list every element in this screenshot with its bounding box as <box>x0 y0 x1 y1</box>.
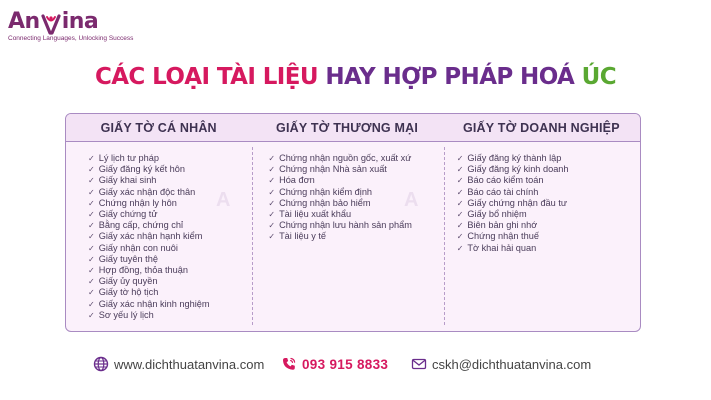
column-business-documents <box>443 143 640 331</box>
list-item: ✓ Báo cáo kiểm toán <box>457 175 640 186</box>
list-item: ✓ Chứng nhận kiểm định <box>268 187 442 198</box>
list-item: ✓ Giấy chứng nhận đầu tư <box>457 198 640 209</box>
title-part-3: ÚC <box>581 64 617 90</box>
contact-footer <box>0 354 711 374</box>
list-item: ✓ Tài liệu xuất khẩu <box>268 209 442 220</box>
list-item: ✓ Giấy tờ hộ tịch <box>88 287 251 298</box>
logo-wordmark <box>8 10 138 34</box>
header-commercial-documents: GIẤY TỜ THƯƠNG MẠI <box>276 121 419 135</box>
personal-documents-list <box>66 153 251 321</box>
list-item: ✓ Hợp đồng, thỏa thuận <box>88 265 251 276</box>
table-body <box>66 143 640 331</box>
list-item: ✓ Giấy xác nhận kinh nghiệm <box>88 299 251 310</box>
list-item: ✓ Chứng nhận Nhà sản xuất <box>268 164 442 175</box>
watermark: A <box>216 189 231 211</box>
list-item: ✓ Hóa đơn <box>268 175 442 186</box>
list-item: ✓ Chứng nhận thuế <box>457 231 640 242</box>
list-item: ✓ Lý lịch tư pháp <box>88 153 251 164</box>
list-item: ✓ Giấy nhận con nuôi <box>88 243 251 254</box>
list-item: ✓ Giấy đăng ký kết hôn <box>88 164 251 175</box>
column-commercial-documents <box>251 143 442 331</box>
header-personal-documents: GIẤY TỜ CÁ NHÂN <box>100 121 217 135</box>
globe-icon <box>93 356 109 372</box>
list-item: ✓ Giấy tuyên thệ <box>88 254 251 265</box>
column-personal-documents <box>66 143 251 331</box>
list-item: ✓ Giấy ủy quyền <box>88 276 251 287</box>
logo-v-mark-icon <box>41 12 61 34</box>
website-contact[interactable] <box>93 354 264 374</box>
list-item: ✓ Tài liệu y tế <box>268 231 442 242</box>
title-part-1: CÁC LOẠI TÀI LIỆU <box>94 64 318 90</box>
header-business-documents: GIẤY TỜ DOANH NGHIỆP <box>462 121 620 135</box>
list-item: ✓ Giấy đăng ký kinh doanh <box>457 164 640 175</box>
list-item: ✓ Tờ khai hải quan <box>457 243 640 254</box>
brand-logo <box>8 10 138 42</box>
list-item: ✓ Sơ yếu lý lịch <box>88 310 251 321</box>
email-icon <box>411 356 427 372</box>
phone-icon <box>281 356 297 372</box>
logo-word-start: An <box>8 9 40 34</box>
page-title <box>0 64 711 90</box>
list-item: ✓ Giấy chứng tử <box>88 209 251 220</box>
watermark: A <box>404 189 419 211</box>
list-item: ✓ Giấy xác nhận độc thân <box>88 187 251 198</box>
list-item: ✓ Giấy bổ nhiệm <box>457 209 640 220</box>
list-item: ✓ Chứng nhận lưu hành sản phẩm <box>268 220 442 231</box>
email-text: cskh@dichthuatanvina.com <box>432 356 592 372</box>
email-contact[interactable] <box>411 354 591 374</box>
list-item: ✓ Giấy khai sinh <box>88 175 251 186</box>
title-part-2: HAY HỢP PHÁP HOÁ <box>325 64 575 90</box>
phone-contact[interactable] <box>281 354 388 374</box>
list-item: ✓ Chứng nhận nguồn gốc, xuất xứ <box>268 153 442 164</box>
logo-word-end: ina <box>61 9 99 34</box>
commercial-documents-list <box>251 153 442 243</box>
document-types-table <box>65 113 641 332</box>
logo-tagline: Connecting Languages, Unlocking Success <box>8 35 134 42</box>
business-documents-list <box>443 153 640 254</box>
list-item: ✓ Bằng cấp, chứng chỉ <box>88 220 251 231</box>
phone-number: 093 915 8833 <box>302 356 389 372</box>
list-item: ✓ Giấy đăng ký thành lập <box>457 153 640 164</box>
list-item: ✓ Biên bản ghi nhớ <box>457 220 640 231</box>
list-item: ✓ Chứng nhận bảo hiểm <box>268 198 442 209</box>
table-header <box>66 114 640 142</box>
website-text: www.dichthuatanvina.com <box>114 356 265 372</box>
list-item: ✓ Báo cáo tài chính <box>457 187 640 198</box>
list-item: ✓ Chứng nhận ly hôn <box>88 198 251 209</box>
list-item: ✓ Giấy xác nhận hạnh kiểm <box>88 231 251 242</box>
